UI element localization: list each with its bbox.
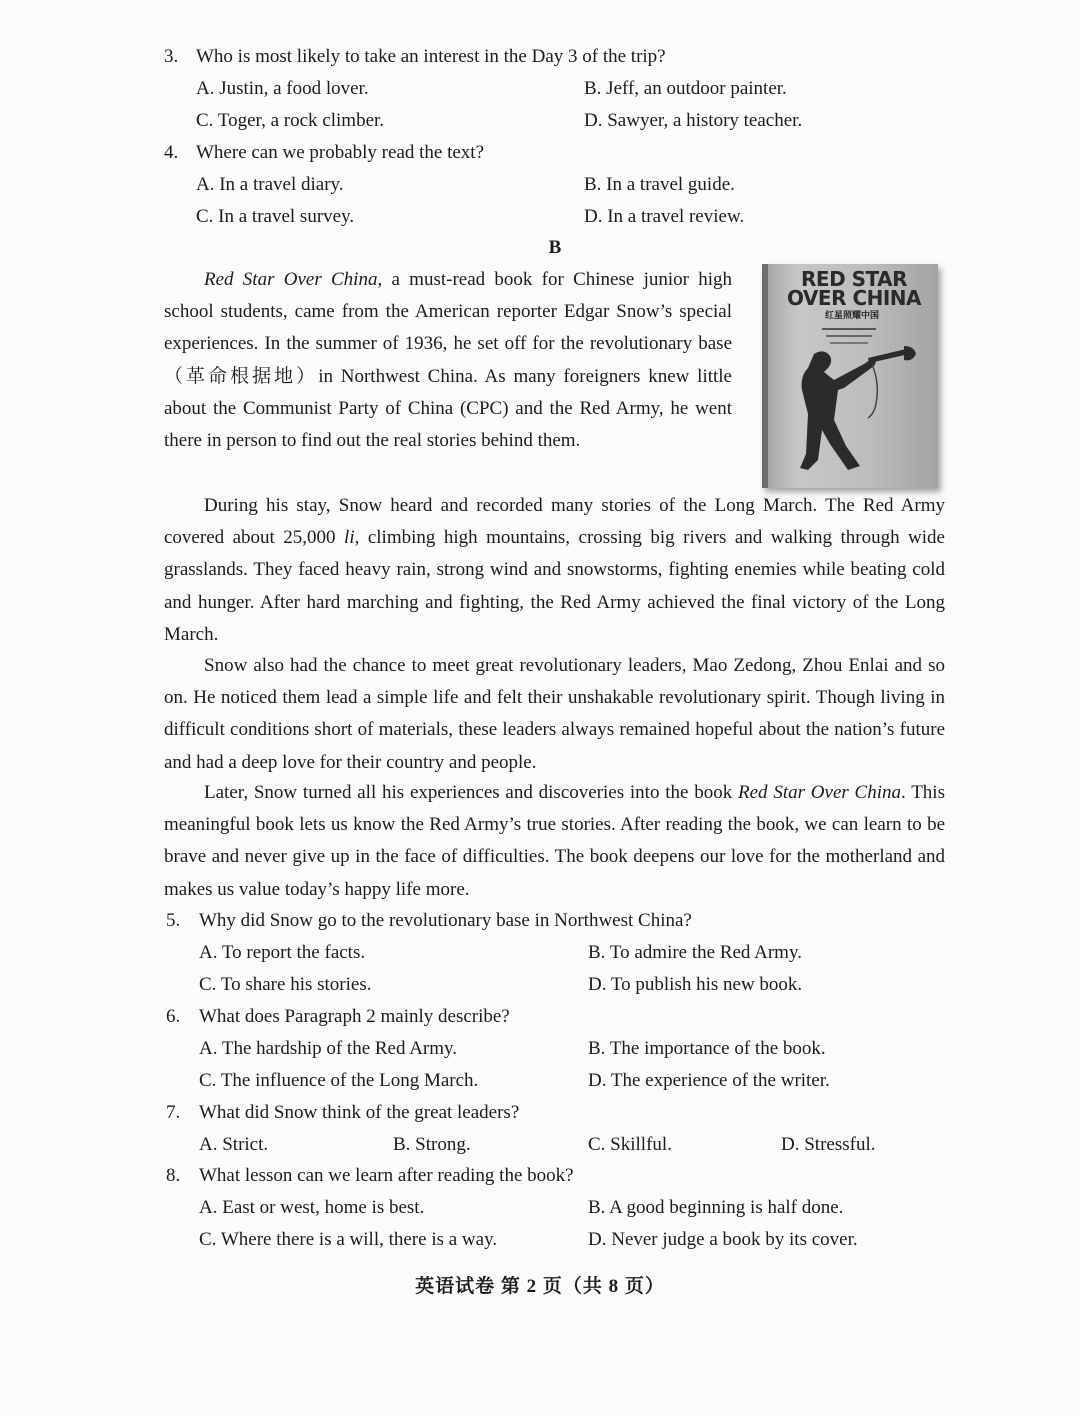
option-d: D. Sawyer, a history teacher. — [584, 110, 803, 131]
paragraph-3 — [164, 650, 945, 779]
question-number: 5. — [166, 910, 181, 931]
option-a: A. Justin, a food lover. — [196, 78, 369, 99]
page-footer: 英语试卷 第 2 页（共 8 页） — [415, 1276, 665, 1297]
book-cover-title-line1: RED STAR — [801, 267, 907, 291]
book-cover-title-line2: OVER CHINA — [786, 286, 922, 310]
option-d: D. Never judge a book by its cover. — [588, 1229, 858, 1250]
book-spine — [762, 264, 768, 488]
book-title-italic: Red Star Over China — [204, 269, 378, 290]
book-cover-title — [774, 267, 934, 310]
paragraph-4 — [164, 777, 945, 906]
book-cover-chinese-title: 红星照耀中国 — [824, 311, 879, 321]
paragraph-4-text-a: Later, Snow turned all his experiences and discoveries into the book — [204, 782, 739, 803]
paragraph-2-text-a: During his stay, Snow heard and recorded many stories of the Long March. The Red Army covered about 25,000 — [164, 495, 945, 549]
question-number: 7. — [166, 1102, 181, 1123]
question-text: What did Snow think of the great leaders? — [199, 1102, 520, 1123]
option-d: D. Stressful. — [781, 1134, 876, 1155]
book-title-italic: Red Star Over China — [738, 782, 902, 803]
option-a: A. Strict. — [199, 1134, 269, 1155]
option-c: C. Where there is a will, there is a way. — [199, 1229, 498, 1250]
option-c: C. Skillful. — [588, 1134, 672, 1155]
option-c: C. In a travel survey. — [196, 206, 355, 227]
question-text: Who is most likely to take an interest in the Day 3 of the trip? — [196, 46, 666, 67]
paragraph-2-text-b: , climbing high mountains, crossing big rivers and walking through wide grasslands. They faced heavy rain, strong wind and snowstorms, fighting enemies while beating cold and hunger. After hard marching and fighting, the Red Army achieved the final victory of the Long March. — [164, 527, 945, 645]
option-b: B. Jeff, an outdoor painter. — [584, 78, 787, 99]
option-a: A. East or west, home is best. — [199, 1197, 425, 1218]
option-c: C. To share his stories. — [199, 974, 372, 995]
question-number: 3. — [164, 46, 179, 67]
option-a: A. In a travel diary. — [196, 174, 344, 195]
option-c: C. The influence of the Long March. — [199, 1070, 479, 1091]
paragraph-2 — [164, 490, 945, 651]
option-c: C. Toger, a rock climber. — [196, 110, 385, 131]
bugler-silhouette-icon — [772, 344, 932, 488]
section-heading: B — [548, 237, 562, 258]
question-number: 8. — [166, 1165, 181, 1186]
question-text: Why did Snow go to the revolutionary base in Northwest China? — [199, 910, 692, 931]
paragraph-3-text: Snow also had the chance to meet great revolutionary leaders, Mao Zedong, Zhou Enlai and so on. He noticed them lead a simple life and felt their unshakable revolutionary spirit. Though living in difficult conditions short of materials, these leaders always remained hopeful about the nation’s future and had a deep love for their country and people. — [164, 655, 945, 773]
question-text: What does Paragraph 2 mainly describe? — [199, 1006, 510, 1027]
question-text: Where can we probably read the text? — [196, 142, 485, 163]
option-a: A. To report the facts. — [199, 942, 366, 963]
option-a: A. The hardship of the Red Army. — [199, 1038, 458, 1059]
option-d: D. The experience of the writer. — [588, 1070, 830, 1091]
book-cover-image — [762, 264, 938, 488]
option-b: B. Strong. — [393, 1134, 471, 1155]
option-b: B. A good beginning is half done. — [588, 1197, 844, 1218]
question-text: What lesson can we learn after reading the book? — [199, 1165, 574, 1186]
option-b: B. In a travel guide. — [584, 174, 735, 195]
paragraph-4-text-b: . This meaningful book lets us know the Red Army’s true stories. After reading the book, we can learn to be brave and never give up in the face of difficulties. The book deepens our love for the motherland and makes us value today’s happy life more. — [164, 782, 945, 900]
li-unit-italic: li — [344, 527, 355, 549]
paragraph-1 — [164, 264, 732, 457]
question-number: 6. — [166, 1006, 181, 1027]
option-b: B. The importance of the book. — [588, 1038, 826, 1059]
option-d: D. To publish his new book. — [588, 974, 803, 995]
paragraph-1-text: , a must-read book for Chinese junior high school students, came from the American reporter Edgar Snow’s special experiences. In the summer of 1936, he set off for the revolutionary base（革命根据地）in Northwest China. As many foreigners knew little about the Communist Party of China (CPC) and the Red Army, he went there in person to find out the real stories behind them. — [164, 269, 732, 452]
option-b: B. To admire the Red Army. — [588, 942, 802, 963]
option-d: D. In a travel review. — [584, 206, 745, 227]
question-number: 4. — [164, 142, 179, 163]
